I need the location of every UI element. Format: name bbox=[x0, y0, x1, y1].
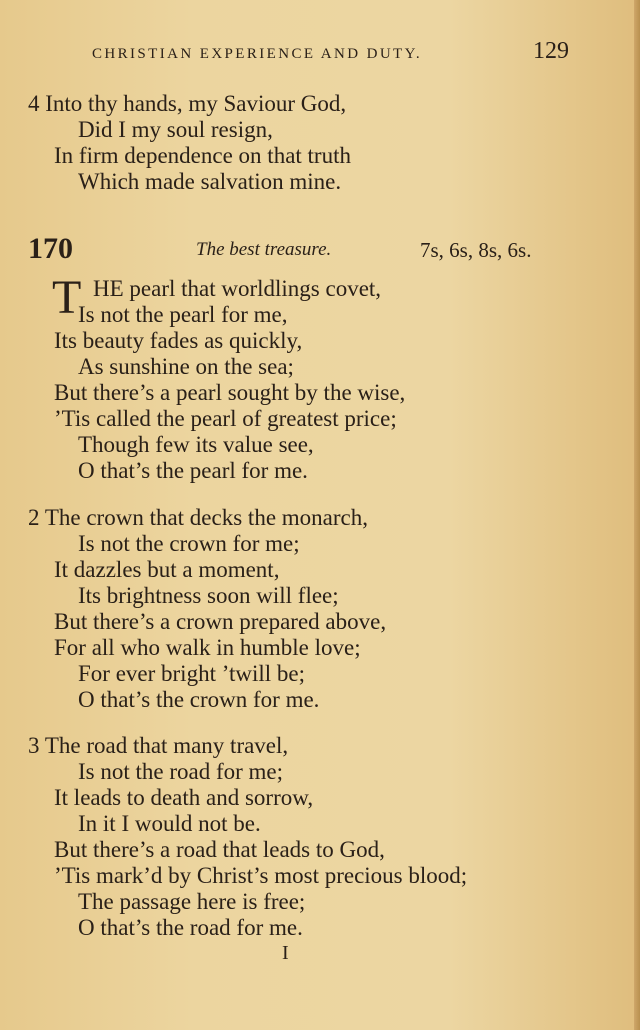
verse-line: O that’s the road for me. bbox=[78, 915, 303, 940]
running-title: CHRISTIAN EXPERIENCE AND DUTY. bbox=[92, 46, 423, 62]
verse-line: But there’s a road that leads to God, bbox=[54, 837, 385, 862]
signature-mark: I bbox=[282, 942, 289, 964]
verse-line: For all who walk in humble love; bbox=[54, 635, 361, 660]
verse-line: 4 Into thy hands, my Saviour God, bbox=[28, 91, 347, 116]
page-edge bbox=[634, 0, 640, 1030]
hymn-meter: 7s, 6s, 8s, 6s. bbox=[420, 238, 532, 262]
verse-line: 2 The crown that decks the monarch, bbox=[28, 505, 368, 530]
drop-cap: T bbox=[52, 271, 82, 324]
verse-line: O that’s the crown for me. bbox=[78, 687, 320, 712]
page-number: 129 bbox=[533, 38, 569, 64]
hymn-title: The best treasure. bbox=[196, 239, 332, 260]
verse-line: For ever bright ’twill be; bbox=[78, 661, 305, 686]
verse-line: It leads to death and sorrow, bbox=[54, 785, 314, 810]
verse-line: Is not the pearl for me, bbox=[78, 302, 288, 327]
verse-line: Is not the crown for me; bbox=[78, 531, 300, 556]
verse-line: Its beauty fades as quickly, bbox=[54, 328, 303, 353]
verse-line: In firm dependence on that truth bbox=[54, 143, 351, 168]
verse-line: O that’s the pearl for me. bbox=[78, 458, 308, 483]
verse-line: In it I would not be. bbox=[78, 811, 261, 836]
verse-line: 3 The road that many travel, bbox=[28, 733, 289, 758]
verse-line: The passage here is free; bbox=[78, 889, 306, 914]
verse-line: ’Tis called the pearl of greatest price; bbox=[54, 406, 397, 431]
verse-line: ’Tis mark’d by Christ’s most precious blood; bbox=[54, 863, 468, 888]
verse-line: Is not the road for me; bbox=[78, 759, 284, 784]
verse-line: Did I my soul resign, bbox=[78, 117, 273, 142]
verse-line: But there’s a pearl sought by the wise, bbox=[54, 380, 406, 405]
verse-line: It dazzles but a moment, bbox=[54, 557, 280, 582]
verse-line: Which made salvation mine. bbox=[78, 169, 342, 194]
hymn-number: 170 bbox=[28, 232, 73, 265]
verse-line: Its brightness soon will flee; bbox=[78, 583, 339, 608]
verse-line: HE pearl that worldlings covet, bbox=[93, 276, 382, 301]
verse-line: But there’s a crown prepared above, bbox=[54, 609, 387, 634]
verse-line: Though few its value see, bbox=[78, 432, 314, 457]
verse-line: As sunshine on the sea; bbox=[78, 354, 294, 379]
